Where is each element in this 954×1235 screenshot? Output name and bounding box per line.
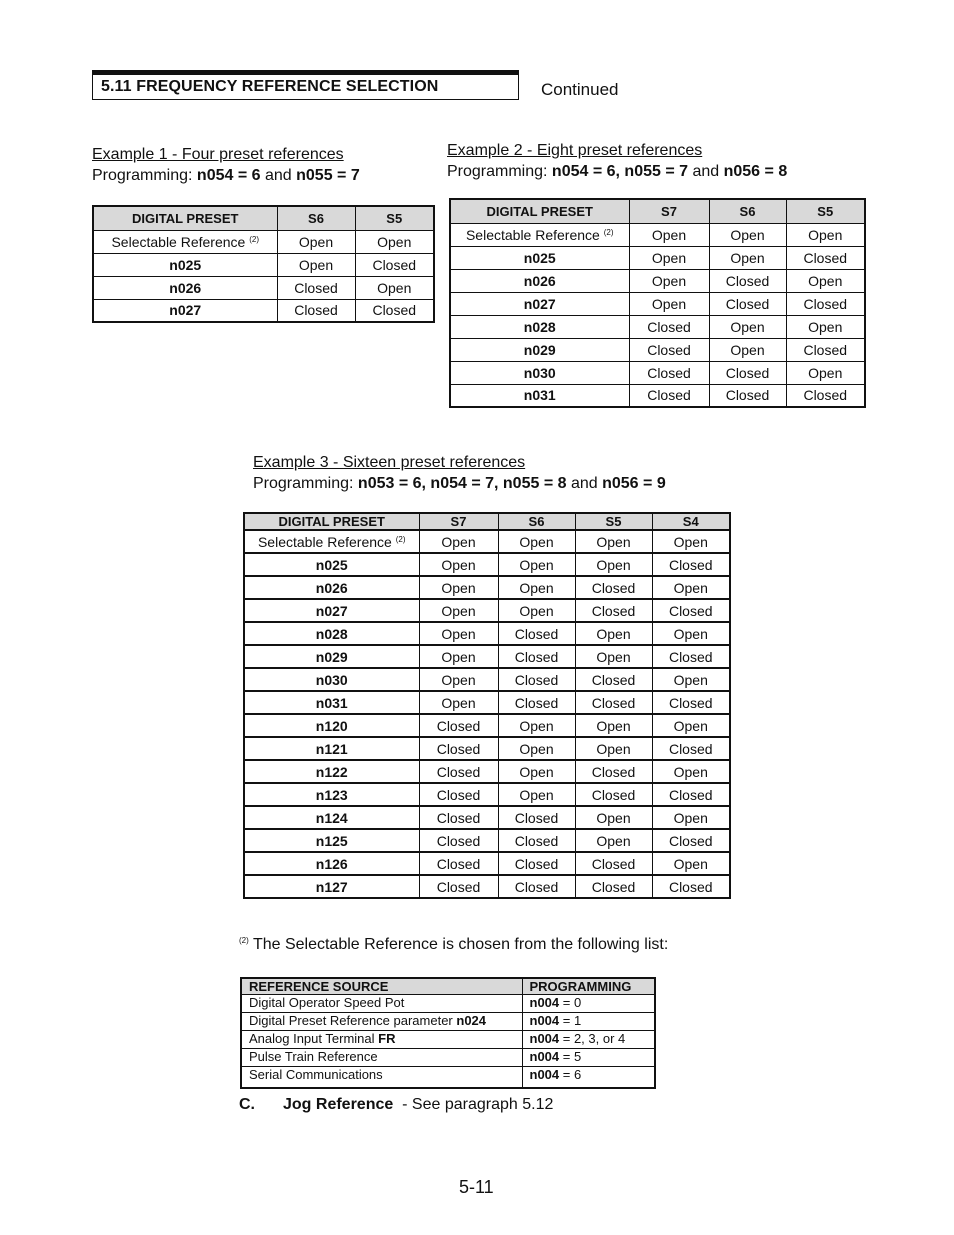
row-label: n026 <box>93 276 277 299</box>
programming-param: n004 <box>529 1067 560 1082</box>
table-row <box>244 576 730 599</box>
table-row <box>450 292 865 315</box>
switch-state-cell: Closed <box>498 691 575 714</box>
header-programming: PROGRAMMING <box>522 978 655 995</box>
programming-cell <box>522 995 655 1013</box>
header-digital-preset: DIGITAL PRESET <box>244 513 419 530</box>
switch-state-cell: Open <box>575 714 652 737</box>
switch-state-cell: Open <box>498 714 575 737</box>
continued-label: Continued <box>541 80 619 99</box>
switch-state-cell: Closed <box>652 737 730 760</box>
switch-state-cell: Closed <box>652 599 730 622</box>
row-label: n025 <box>450 246 629 269</box>
row-label <box>93 230 277 253</box>
row-label <box>450 223 629 246</box>
row-label: n027 <box>244 599 419 622</box>
header-s6: S6 <box>498 513 575 530</box>
switch-state-cell: Open <box>786 269 865 292</box>
row-label: n026 <box>450 269 629 292</box>
row-label: n122 <box>244 760 419 783</box>
header-digital-preset: DIGITAL PRESET <box>93 206 277 230</box>
switch-state-cell: Open <box>709 246 786 269</box>
table-row <box>244 737 730 760</box>
example2-title: Example 2 - Eight preset references <box>447 142 703 159</box>
row-label: n027 <box>93 299 277 322</box>
switch-state-cell: Closed <box>575 760 652 783</box>
switch-state-cell: Open <box>786 223 865 246</box>
table-row <box>450 223 865 246</box>
programming-param: n004 <box>529 1049 560 1064</box>
switch-state-cell: Closed <box>575 875 652 898</box>
header-s5: S5 <box>575 513 652 530</box>
table-row <box>244 806 730 829</box>
switch-state-cell: Open <box>277 253 355 276</box>
switch-state-cell: Closed <box>652 829 730 852</box>
reference-source-cell <box>241 1013 522 1031</box>
switch-state-cell: Open <box>575 737 652 760</box>
example2-prog-and: and <box>688 163 724 180</box>
switch-state-cell: Closed <box>575 576 652 599</box>
switch-state-cell: Closed <box>498 852 575 875</box>
footnote-ref-marker: (2) <box>603 227 614 237</box>
switch-state-cell: Closed <box>419 783 498 806</box>
switch-state-cell: Closed <box>629 338 709 361</box>
row-label: n025 <box>244 553 419 576</box>
switch-state-cell: Closed <box>652 875 730 898</box>
row-label: n124 <box>244 806 419 829</box>
switch-state-cell: Closed <box>629 361 709 384</box>
switch-state-cell: Open <box>652 668 730 691</box>
row-label: n030 <box>450 361 629 384</box>
table-row <box>93 299 434 322</box>
switch-state-cell: Closed <box>277 299 355 322</box>
switch-state-cell: Open <box>419 691 498 714</box>
jog-label: Jog Reference <box>283 1096 394 1113</box>
switch-state-cell: Closed <box>419 875 498 898</box>
switch-state-cell: Open <box>277 230 355 253</box>
selectable-reference-label: Selectable Reference <box>465 226 600 243</box>
example3-programming <box>253 475 666 493</box>
switch-state-cell: Open <box>498 530 575 553</box>
switch-state-cell: Open <box>629 292 709 315</box>
switch-state-cell: Closed <box>498 668 575 691</box>
switch-state-cell: Closed <box>786 292 865 315</box>
table-row <box>241 1031 655 1049</box>
page-number: 5-11 <box>459 1177 494 1197</box>
programming-value: = 0 <box>559 995 582 1010</box>
footnote <box>239 930 679 955</box>
table-row <box>450 338 865 361</box>
row-label: n028 <box>244 622 419 645</box>
switch-state-cell: Closed <box>575 691 652 714</box>
switch-state-cell: Open <box>419 576 498 599</box>
switch-state-cell: Closed <box>575 599 652 622</box>
switch-state-cell: Open <box>652 576 730 599</box>
example1-prog-param1: n054 = 6 <box>196 167 261 184</box>
switch-state-cell: Open <box>652 530 730 553</box>
row-label: n123 <box>244 783 419 806</box>
switch-state-cell: Open <box>652 852 730 875</box>
row-label: n029 <box>450 338 629 361</box>
switch-state-cell: Open <box>652 806 730 829</box>
switch-state-cell: Closed <box>498 875 575 898</box>
switch-state-cell: Open <box>498 576 575 599</box>
row-label: n120 <box>244 714 419 737</box>
row-label: n127 <box>244 875 419 898</box>
switch-state-cell: Open <box>709 315 786 338</box>
reference-source-param: n024 <box>456 1013 487 1028</box>
example2-programming <box>447 163 787 181</box>
table-row <box>244 714 730 737</box>
programming-value: = 5 <box>559 1049 582 1064</box>
switch-state-cell: Open <box>575 806 652 829</box>
switch-state-cell: Open <box>709 338 786 361</box>
switch-state-cell: Closed <box>652 691 730 714</box>
switch-state-cell: Open <box>786 361 865 384</box>
reference-source-text: Digital Preset Reference parameter <box>249 1013 457 1028</box>
table-row <box>450 246 865 269</box>
switch-state-cell: Open <box>652 714 730 737</box>
reference-source-cell <box>241 1049 522 1067</box>
programming-param: n004 <box>529 995 560 1010</box>
reference-source-param: FR <box>378 1031 396 1046</box>
row-label: n031 <box>450 384 629 407</box>
programming-param: n004 <box>529 1013 560 1028</box>
switch-state-cell: Open <box>498 737 575 760</box>
switch-state-cell: Closed <box>419 829 498 852</box>
switch-state-cell: Open <box>652 760 730 783</box>
table-row <box>244 599 730 622</box>
table-row <box>244 668 730 691</box>
programming-value: = 2, 3, or 4 <box>559 1031 626 1046</box>
header-s6: S6 <box>277 206 355 230</box>
table-row <box>450 384 865 407</box>
header-s7: S7 <box>419 513 498 530</box>
table-row <box>241 995 655 1013</box>
switch-state-cell: Closed <box>277 276 355 299</box>
header-s4: S4 <box>652 513 730 530</box>
switch-state-cell: Open <box>575 622 652 645</box>
switch-state-cell: Closed <box>575 668 652 691</box>
switch-state-cell: Closed <box>709 361 786 384</box>
switch-state-cell: Closed <box>786 384 865 407</box>
section-title: 5.11 FREQUENCY REFERENCE SELECTION <box>101 78 439 95</box>
switch-state-cell: Open <box>419 668 498 691</box>
switch-state-cell: Open <box>355 276 434 299</box>
row-label: n028 <box>450 315 629 338</box>
switch-state-cell: Closed <box>629 384 709 407</box>
table-row <box>244 530 730 553</box>
switch-state-cell: Open <box>629 269 709 292</box>
table-row <box>244 783 730 806</box>
header-s5: S5 <box>786 199 865 223</box>
table-row <box>241 1067 655 1088</box>
switch-state-cell: Open <box>652 622 730 645</box>
switch-state-cell: Open <box>419 622 498 645</box>
reference-source-text: Analog Input Terminal <box>249 1031 379 1046</box>
example2-prog-param2: n056 = 8 <box>723 163 788 180</box>
example3-prog-and: and <box>566 475 603 492</box>
programming-cell <box>522 1067 655 1088</box>
switch-state-cell: Open <box>419 599 498 622</box>
switch-state-cell: Closed <box>498 829 575 852</box>
switch-state-cell: Open <box>498 783 575 806</box>
table-row <box>241 1049 655 1067</box>
header-s5: S5 <box>355 206 434 230</box>
reference-source-cell <box>241 1067 522 1088</box>
programming-cell <box>522 1049 655 1067</box>
reference-source-text: Serial Communications <box>249 1067 383 1082</box>
switch-state-cell: Open <box>575 553 652 576</box>
switch-state-cell: Closed <box>498 622 575 645</box>
switch-state-cell: Closed <box>575 783 652 806</box>
selectable-reference-label: Selectable Reference <box>111 233 246 250</box>
footnote-ref-marker: (2) <box>249 234 260 244</box>
switch-state-cell: Open <box>575 645 652 668</box>
table-row <box>244 852 730 875</box>
table-row <box>450 269 865 292</box>
switch-state-cell: Closed <box>709 269 786 292</box>
header-s6: S6 <box>709 199 786 223</box>
table-row <box>450 361 865 384</box>
row-label <box>244 530 419 553</box>
footnote-ref-marker: (2) <box>395 534 406 544</box>
programming-cell <box>522 1013 655 1031</box>
switch-state-cell: Closed <box>419 806 498 829</box>
programming-param: n004 <box>529 1031 560 1046</box>
programming-value: = 1 <box>559 1013 582 1028</box>
example3-prog-prefix: Programming: <box>253 475 358 492</box>
switch-state-cell: Open <box>629 246 709 269</box>
switch-state-cell: Closed <box>498 645 575 668</box>
switch-state-cell: Open <box>419 553 498 576</box>
reference-source-table <box>240 977 656 1089</box>
switch-state-cell: Closed <box>419 760 498 783</box>
programming-cell <box>522 1031 655 1049</box>
switch-state-cell: Closed <box>786 338 865 361</box>
table-row <box>93 253 434 276</box>
example1-title: Example 1 - Four preset references <box>92 146 344 163</box>
table-row <box>244 829 730 852</box>
switch-state-cell: Closed <box>652 553 730 576</box>
example2-prog-param1: n054 = 6, n055 = 7 <box>551 163 689 180</box>
table-row <box>244 553 730 576</box>
switch-state-cell: Closed <box>709 292 786 315</box>
switch-state-cell: Closed <box>355 299 434 322</box>
selectable-reference-label: Selectable Reference <box>257 533 392 550</box>
reference-source-text: Pulse Train Reference <box>249 1049 378 1064</box>
switch-state-cell: Open <box>629 223 709 246</box>
switch-state-cell: Closed <box>419 714 498 737</box>
switch-state-cell: Open <box>355 230 434 253</box>
example1-prog-and: and <box>260 167 297 184</box>
example3-prog-param1: n053 = 6, n054 = 7, n055 = 8 <box>357 475 567 492</box>
row-label: n025 <box>93 253 277 276</box>
row-label: n026 <box>244 576 419 599</box>
example3-prog-param2: n056 = 9 <box>602 475 666 492</box>
switch-state-cell: Closed <box>709 384 786 407</box>
example1-prog-param2: n055 = 7 <box>296 167 360 184</box>
row-label: n029 <box>244 645 419 668</box>
switch-state-cell: Closed <box>629 315 709 338</box>
reference-source-cell <box>241 995 522 1013</box>
switch-state-cell: Closed <box>652 783 730 806</box>
switch-state-cell: Open <box>575 530 652 553</box>
switch-state-cell: Open <box>709 223 786 246</box>
table-row <box>244 645 730 668</box>
section-header-box <box>92 70 519 100</box>
row-label: n027 <box>450 292 629 315</box>
switch-state-cell: Open <box>575 829 652 852</box>
row-label: n125 <box>244 829 419 852</box>
example3-table <box>243 512 731 899</box>
table-row <box>93 230 434 253</box>
example2-table <box>449 198 866 408</box>
table-row <box>244 622 730 645</box>
switch-state-cell: Closed <box>786 246 865 269</box>
switch-state-cell: Open <box>419 530 498 553</box>
switch-state-cell: Open <box>498 760 575 783</box>
switch-state-cell: Closed <box>575 852 652 875</box>
switch-state-cell: Closed <box>419 852 498 875</box>
header-reference-source: REFERENCE SOURCE <box>241 978 522 995</box>
example1-programming <box>92 167 360 185</box>
switch-state-cell: Open <box>498 599 575 622</box>
table-row <box>93 276 434 299</box>
reference-source-text: Digital Operator Speed Pot <box>249 995 405 1010</box>
table-row <box>244 760 730 783</box>
header-digital-preset: DIGITAL PRESET <box>450 199 629 223</box>
row-label: n126 <box>244 852 419 875</box>
jog-see-paragraph: - See paragraph 5.12 <box>393 1096 554 1113</box>
jog-letter: C. <box>239 1096 255 1113</box>
example3-title: Example 3 - Sixteen preset references <box>253 454 526 471</box>
row-label: n031 <box>244 691 419 714</box>
switch-state-cell: Closed <box>419 737 498 760</box>
example1-prog-prefix: Programming: <box>92 167 197 184</box>
switch-state-cell: Closed <box>652 645 730 668</box>
switch-state-cell: Open <box>498 553 575 576</box>
table-row <box>241 1013 655 1031</box>
example1-table <box>92 205 435 323</box>
footnote-marker: (2) <box>239 936 249 945</box>
reference-source-cell <box>241 1031 522 1049</box>
table-row <box>244 875 730 898</box>
jog-reference-line <box>239 1096 553 1114</box>
row-label: n030 <box>244 668 419 691</box>
example2-prog-prefix: Programming: <box>447 163 552 180</box>
switch-state-cell: Open <box>419 645 498 668</box>
table-row <box>244 691 730 714</box>
table-row <box>450 315 865 338</box>
row-label: n121 <box>244 737 419 760</box>
programming-value: = 6 <box>559 1067 582 1082</box>
footnote-text: The Selectable Reference is chosen from the following list: <box>248 936 669 953</box>
switch-state-cell: Closed <box>355 253 434 276</box>
switch-state-cell: Closed <box>498 806 575 829</box>
switch-state-cell: Open <box>786 315 865 338</box>
header-s7: S7 <box>629 199 709 223</box>
